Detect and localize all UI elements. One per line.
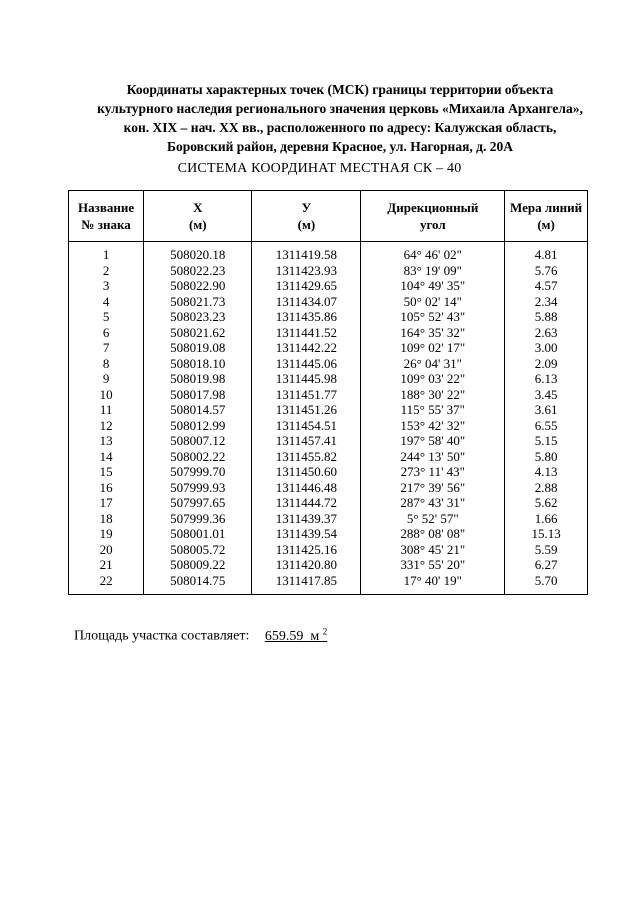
table-row: [69, 495, 588, 511]
cell-y-coordinate: 1311451.26: [252, 402, 361, 418]
cell-x-coordinate: 508009.22: [144, 557, 252, 573]
cell-direction-angle: 308° 45' 21": [361, 542, 505, 558]
cell-point-name: 8: [69, 356, 144, 372]
cell-direction-angle: 197° 58' 40": [361, 433, 505, 449]
cell-x-coordinate: 508007.12: [144, 433, 252, 449]
cell-line-length: 4.81: [505, 242, 588, 263]
header-point-name: [69, 191, 144, 242]
cell-y-coordinate: 1311455.82: [252, 449, 361, 465]
cell-direction-angle: 331° 55' 20": [361, 557, 505, 573]
cell-x-coordinate: 508019.08: [144, 340, 252, 356]
cell-point-name: 7: [69, 340, 144, 356]
cell-point-name: 4: [69, 294, 144, 310]
table-row: [69, 294, 588, 310]
cell-x-coordinate: 508019.98: [144, 371, 252, 387]
header-y: [252, 191, 361, 242]
cell-line-length: 4.57: [505, 278, 588, 294]
table-row: [69, 480, 588, 496]
cell-y-coordinate: 1311439.37: [252, 511, 361, 527]
cell-line-length: 2.63: [505, 325, 588, 341]
cell-point-name: 19: [69, 526, 144, 542]
header-point-name-line2: № знака: [81, 217, 131, 232]
cell-point-name: 16: [69, 480, 144, 496]
cell-direction-angle: 109° 02' 17": [361, 340, 505, 356]
cell-direction-angle: 217° 39' 56": [361, 480, 505, 496]
cell-direction-angle: 287° 43' 31": [361, 495, 505, 511]
table-row: [69, 387, 588, 403]
cell-point-name: 21: [69, 557, 144, 573]
cell-point-name: 17: [69, 495, 144, 511]
cell-x-coordinate: 508014.75: [144, 573, 252, 595]
table-header-row: [69, 191, 588, 242]
table-row: [69, 309, 588, 325]
cell-direction-angle: 105° 52' 43": [361, 309, 505, 325]
table-row: [69, 325, 588, 341]
header-line-length-line2: (м): [537, 217, 555, 232]
cell-line-length: 6.27: [505, 557, 588, 573]
header-direction-angle: [361, 191, 505, 242]
cell-direction-angle: 153° 42' 32": [361, 418, 505, 434]
table-row: [69, 356, 588, 372]
cell-point-name: 12: [69, 418, 144, 434]
cell-y-coordinate: 1311439.54: [252, 526, 361, 542]
table-row: [69, 433, 588, 449]
cell-y-coordinate: 1311442.22: [252, 340, 361, 356]
cell-y-coordinate: 1311457.41: [252, 433, 361, 449]
cell-y-coordinate: 1311425.16: [252, 542, 361, 558]
table-row: [69, 449, 588, 465]
cell-y-coordinate: 1311434.07: [252, 294, 361, 310]
area-statement: [74, 626, 327, 645]
cell-x-coordinate: 508022.23: [144, 263, 252, 279]
cell-point-name: 10: [69, 387, 144, 403]
title-line-1: Координаты характерных точек (МСК) границы территории объекта: [126, 82, 554, 97]
cell-y-coordinate: 1311417.85: [252, 573, 361, 595]
header-direction-angle-line1: Дирекционный: [387, 200, 479, 215]
coordinates-table: [68, 190, 588, 595]
cell-line-length: 5.70: [505, 573, 588, 595]
cell-line-length: 5.88: [505, 309, 588, 325]
cell-y-coordinate: 1311429.65: [252, 278, 361, 294]
cell-line-length: 2.88: [505, 480, 588, 496]
cell-line-length: 5.80: [505, 449, 588, 465]
area-unit-power: 2: [322, 626, 328, 636]
cell-direction-angle: 288° 08' 08": [361, 526, 505, 542]
cell-y-coordinate: 1311444.72: [252, 495, 361, 511]
cell-line-length: 5.59: [505, 542, 588, 558]
cell-line-length: 15.13: [505, 526, 588, 542]
cell-line-length: 5.62: [505, 495, 588, 511]
header-line-length: [505, 191, 588, 242]
cell-direction-angle: 115° 55' 37": [361, 402, 505, 418]
cell-point-name: 15: [69, 464, 144, 480]
cell-line-length: 6.13: [505, 371, 588, 387]
coordinate-system-title: СИСТЕМА КООРДИНАТ МЕСТНАЯ СК – 40: [177, 161, 462, 176]
cell-direction-angle: 188° 30' 22": [361, 387, 505, 403]
cell-line-length: 5.15: [505, 433, 588, 449]
header-x-line1: Х: [193, 200, 203, 215]
cell-direction-angle: 50° 02' 14": [361, 294, 505, 310]
cell-x-coordinate: 508021.73: [144, 294, 252, 310]
cell-line-length: 2.34: [505, 294, 588, 310]
cell-line-length: 2.09: [505, 356, 588, 372]
cell-direction-angle: 244° 13' 50": [361, 449, 505, 465]
header-x: [144, 191, 252, 242]
table-row: [69, 418, 588, 434]
cell-x-coordinate: 508023.23: [144, 309, 252, 325]
cell-direction-angle: 164° 35' 32": [361, 325, 505, 341]
table-row: [69, 464, 588, 480]
cell-point-name: 9: [69, 371, 144, 387]
cell-x-coordinate: 507997.65: [144, 495, 252, 511]
cell-line-length: 3.61: [505, 402, 588, 418]
cell-x-coordinate: 508022.90: [144, 278, 252, 294]
cell-x-coordinate: 508014.57: [144, 402, 252, 418]
cell-line-length: 6.55: [505, 418, 588, 434]
cell-point-name: 14: [69, 449, 144, 465]
cell-direction-angle: 104° 49' 35": [361, 278, 505, 294]
cell-direction-angle: 5° 52' 57": [361, 511, 505, 527]
cell-x-coordinate: 508017.98: [144, 387, 252, 403]
area-value: 659.59: [264, 628, 304, 644]
cell-point-name: 11: [69, 402, 144, 418]
cell-y-coordinate: 1311420.80: [252, 557, 361, 573]
cell-point-name: 18: [69, 511, 144, 527]
cell-x-coordinate: 508021.62: [144, 325, 252, 341]
table-row: [69, 511, 588, 527]
cell-y-coordinate: 1311451.77: [252, 387, 361, 403]
table-row: [69, 557, 588, 573]
table-row: [69, 340, 588, 356]
coordinates-table-body: [69, 242, 588, 595]
cell-line-length: 1.66: [505, 511, 588, 527]
cell-point-name: 5: [69, 309, 144, 325]
document-title: [40, 80, 639, 156]
cell-point-name: 22: [69, 573, 144, 595]
cell-direction-angle: 83° 19' 09": [361, 263, 505, 279]
cell-y-coordinate: 1311419.58: [252, 242, 361, 263]
cell-y-coordinate: 1311450.60: [252, 464, 361, 480]
cell-y-coordinate: 1311423.93: [252, 263, 361, 279]
cell-point-name: 2: [69, 263, 144, 279]
cell-y-coordinate: 1311446.48: [252, 480, 361, 496]
cell-line-length: 3.45: [505, 387, 588, 403]
table-row: [69, 278, 588, 294]
cell-direction-angle: 17° 40' 19": [361, 573, 505, 595]
cell-x-coordinate: 508005.72: [144, 542, 252, 558]
cell-x-coordinate: 507999.70: [144, 464, 252, 480]
table-row: [69, 542, 588, 558]
cell-x-coordinate: 508012.99: [144, 418, 252, 434]
area-value-group: [264, 626, 328, 644]
table-row: [69, 402, 588, 418]
cell-y-coordinate: 1311445.06: [252, 356, 361, 372]
cell-point-name: 3: [69, 278, 144, 294]
cell-x-coordinate: 507999.36: [144, 511, 252, 527]
cell-line-length: 5.76: [505, 263, 588, 279]
cell-direction-angle: 26° 04' 31": [361, 356, 505, 372]
header-point-name-line1: Название: [78, 200, 135, 215]
area-unit: м: [310, 628, 320, 644]
table-row: [69, 263, 588, 279]
cell-direction-angle: 109° 03' 22": [361, 371, 505, 387]
cell-y-coordinate: 1311441.52: [252, 325, 361, 341]
cell-y-coordinate: 1311454.51: [252, 418, 361, 434]
cell-line-length: 3.00: [505, 340, 588, 356]
cell-x-coordinate: 508018.10: [144, 356, 252, 372]
cell-point-name: 1: [69, 242, 144, 263]
cell-x-coordinate: 508001.01: [144, 526, 252, 542]
header-x-line2: (м): [189, 217, 207, 232]
table-row: [69, 242, 588, 263]
cell-point-name: 13: [69, 433, 144, 449]
cell-x-coordinate: 508002.22: [144, 449, 252, 465]
cell-point-name: 20: [69, 542, 144, 558]
header-line-length-line1: Мера линий: [510, 200, 583, 215]
cell-y-coordinate: 1311445.98: [252, 371, 361, 387]
cell-x-coordinate: 508020.18: [144, 242, 252, 263]
header-direction-angle-line2: угол: [419, 217, 446, 232]
title-line-3: кон. XIX – нач. XX вв., расположенного по адресу: Калужская область,: [123, 120, 557, 135]
table-row: [69, 526, 588, 542]
table-row: [69, 573, 588, 595]
table-row: [69, 371, 588, 387]
header-y-line2: (м): [297, 217, 316, 232]
header-y-line1: У: [301, 200, 312, 215]
title-line-4: Боровский район, деревня Красное, ул. Нагорная, д. 20А: [167, 139, 513, 154]
cell-direction-angle: 64° 46' 02": [361, 242, 505, 263]
cell-line-length: 4.13: [505, 464, 588, 480]
cell-direction-angle: 273° 11' 43": [361, 464, 505, 480]
cell-x-coordinate: 507999.93: [144, 480, 252, 496]
area-label: Площадь участка составляет:: [74, 628, 250, 644]
title-line-2: культурного наследия регионального значения церковь «Михаила Архангела»,: [97, 101, 583, 116]
cell-y-coordinate: 1311435.86: [252, 309, 361, 325]
cell-point-name: 6: [69, 325, 144, 341]
